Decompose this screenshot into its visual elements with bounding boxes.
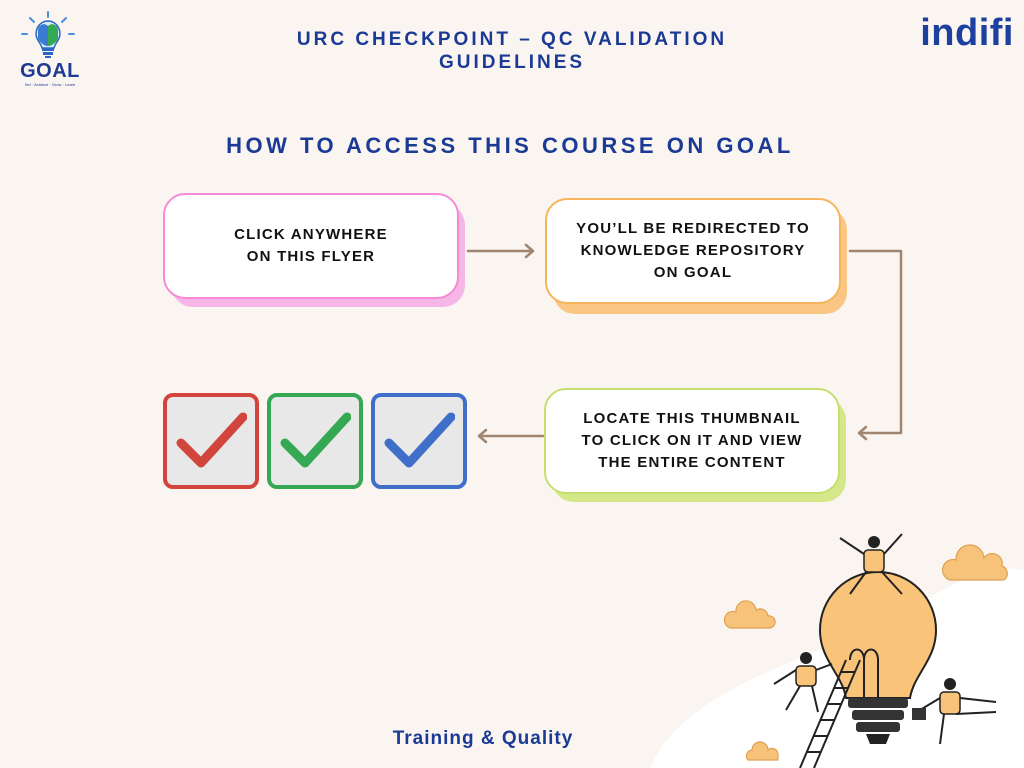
check-icon	[175, 409, 247, 473]
goal-logo	[12, 10, 84, 86]
lightbulb-people-illustration	[650, 520, 1024, 768]
step-1-text: CLICK ANYWHERE ON THIS FLYER	[163, 193, 459, 299]
step-3-text: LOCATE THIS THUMBNAIL TO CLICK ON IT AND VIEW THE ENTIRE CONTENT	[544, 388, 840, 494]
thumbnail-checkbox-red[interactable]	[163, 393, 259, 489]
footer-text: Training & Quality	[392, 728, 574, 749]
step-2-card	[545, 198, 849, 314]
indifi-logo: indifi	[920, 12, 1014, 54]
goal-logo-tagline: Set · Achieve · Grow · Learn	[24, 82, 76, 87]
check-icon	[383, 409, 455, 473]
step-3-card	[544, 388, 848, 502]
lightbulb-brain-icon	[12, 10, 84, 64]
check-icon	[279, 409, 351, 473]
page-title: URC CHECKPOINT – QC VALIDATION GUIDELINES	[296, 29, 728, 73]
goal-logo-text: GOAL	[20, 60, 80, 82]
thumbnail-checkbox-green[interactable]	[267, 393, 363, 489]
step-1-card	[163, 193, 467, 307]
page-subtitle: HOW TO ACCESS THIS COURSE ON GOAL	[226, 133, 794, 158]
thumbnail-checkbox-blue[interactable]	[371, 393, 467, 489]
step-2-text: YOU’LL BE REDIRECTED TO KNOWLEDGE REPOSITORY ON GOAL	[545, 198, 841, 304]
arrow-step2-to-step3	[850, 251, 901, 433]
